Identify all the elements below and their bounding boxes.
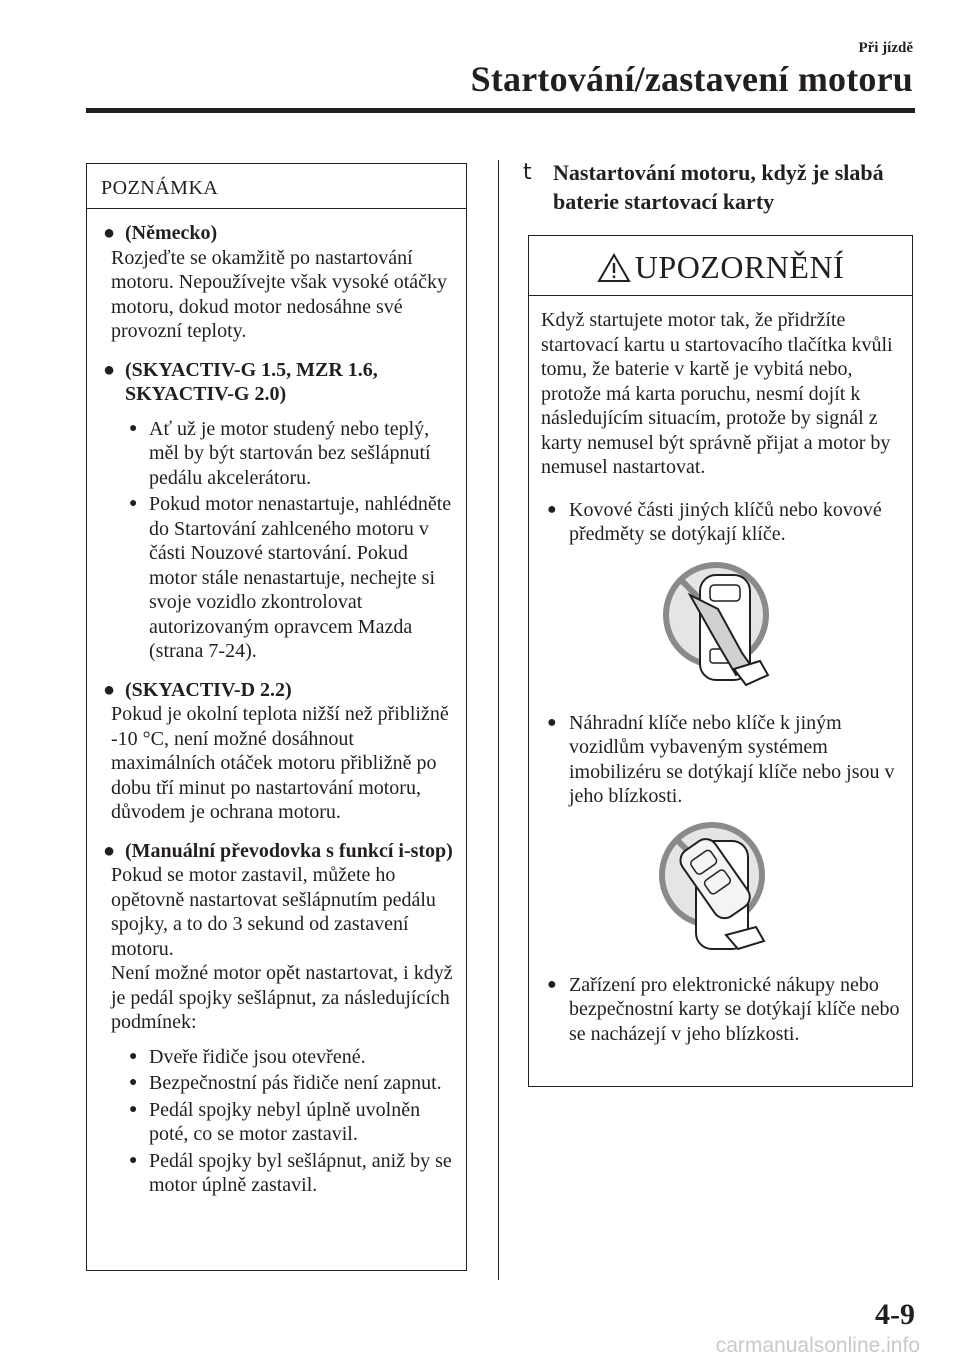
warning-label: UPOZORNĚNÍ [634,249,845,285]
key-metal-illustration [541,557,900,697]
sub-item-text: Bezpečnostní pás řidiče není zapnut. [149,1072,442,1094]
note-box [86,163,467,1271]
bullet-icon: ● [547,975,557,993]
note-item-title: (Německo) [125,222,218,244]
small-bullet-icon: ● [129,1152,138,1168]
warning-item [541,711,900,809]
sub-list [111,417,456,664]
spare-key-illustration [541,819,900,959]
column-divider [498,160,499,1280]
note-body [87,209,466,1198]
note-item-germany [101,221,456,344]
small-bullet-icon: ● [129,420,138,436]
section-heading-text: Nastartování motoru, když je slabá baterie startovací karty [553,160,884,214]
section-label: Při jízdě [858,40,913,56]
sub-item-text: Pedál spojky nebyl úplně uvolněn poté, co se motor zastavil. [149,1098,421,1145]
note-item-text: Pokud se motor zastavil, můžete ho opětovně nastartovat sešlápnutím pedálu spojky, a to do 3 sekund od zastavení motoru. [111,864,436,960]
sub-item-text: Ať už je motor studený nebo teplý, měl by být startován bez sešlápnutí pedálu akcelerátoru. [149,417,431,489]
bullet-icon: ● [103,358,116,381]
sub-item-text: Pokud motor nenastartuje, nahlédněte do Startování zahlceného motoru v části Nouzové startování. Pokud motor stále nenastartuje, nechejte si svoje vozidlo zkontrolovat autorizovaným opravcem Mazda (strana 7-24). [149,493,452,662]
sub-item [111,1149,456,1198]
warning-item [541,498,900,547]
sub-item [111,1045,456,1070]
page-number: 4-9 [875,1298,915,1331]
note-item-title: (Manuální převodovka s funkcí i-stop) [125,839,453,862]
small-bullet-icon: ● [129,1075,138,1090]
bullet-icon: ● [103,839,116,862]
warning-item-text: Zařízení pro elektronické nákupy nebo bezpečnostní karty se dotýkají klíče nebo se nacházejí v jeho blízkosti. [569,973,900,1045]
note-item-text: Pokud je okolní teplota nižší než přibližně -10 °C, není možné dosáhnout maximálních otáček motoru přibližně po dobu tří minut po nastartování motoru, důvodem je ochrana motoru. [111,703,449,823]
warning-body [529,296,912,1046]
note-item-title: (SKYACTIV-G 1.5, MZR 1.6, SKYACTIV-G 2.0) [125,358,378,405]
warning-item-text: Kovové části jiných klíčů nebo kovové předměty se dotýkají klíče. [569,498,882,545]
small-bullet-icon: ● [129,496,138,511]
warning-box [528,235,913,1087]
heading-marker-icon: t [523,160,532,185]
sub-item [111,1071,456,1096]
note-item-text-2: Není možné motor opět nastartovat, i když je pedál spojky sešlápnut, za následujících podmínek: [111,962,453,1033]
section-heading [523,158,923,216]
key-with-metal-object-icon [656,557,786,697]
note-item-skyactiv-g [101,358,456,664]
sub-item [111,1098,456,1147]
note-item-text: Rozjeďte se okamžitě po nastartování motoru. Nepoužívejte však vysoké otáčky motoru, dokud motor nedosáhne své provozní teploty. [111,246,448,342]
warning-triangle-icon [597,253,631,283]
note-item-title: (SKYACTIV-D 2.2) [125,678,292,701]
key-with-spare-key-icon [656,819,786,959]
bullet-icon: ● [547,500,557,518]
small-bullet-icon: ● [129,1048,138,1064]
sub-item [111,492,456,664]
bullet-icon: ● [103,222,116,244]
watermark: carmanualsonline.info [715,1334,920,1357]
sub-list [111,1045,456,1198]
sub-item-text: Dveře řidiče jsou otevřené. [149,1045,366,1068]
warning-intro: Když startujete motor tak, že přidržíte startovací kartu u startovacího tlačítka kvůli tomu, že baterie v kartě je vybitá nebo, protože má karta poruchu, nesmí dojít k následujícím situacím, protože by signál z karty nemusel být správně přijat a motor by nemusel nastartovat. [541,309,893,478]
warning-item [541,973,900,1047]
note-label: POZNÁMKA [87,164,466,209]
warning-item-text: Náhradní klíče nebo klíče k jiným vozidlům vybaveným systémem imobilizéru se dotýkají klíče nebo jsou v jeho blízkosti. [569,711,895,807]
page-title: Startování/zastavení motoru [470,59,913,99]
warning-header [529,236,912,296]
note-item-skyactiv-d [101,678,456,825]
small-bullet-icon: ● [129,1101,138,1117]
bullet-icon: ● [547,713,557,731]
sub-item-text: Pedál spojky byl sešlápnut, aniž by se motor úplně zastavil. [149,1149,452,1196]
note-item-manual-istop [101,839,456,1198]
sub-item [111,417,456,491]
bullet-icon: ● [103,678,116,701]
header-rule [86,108,915,113]
